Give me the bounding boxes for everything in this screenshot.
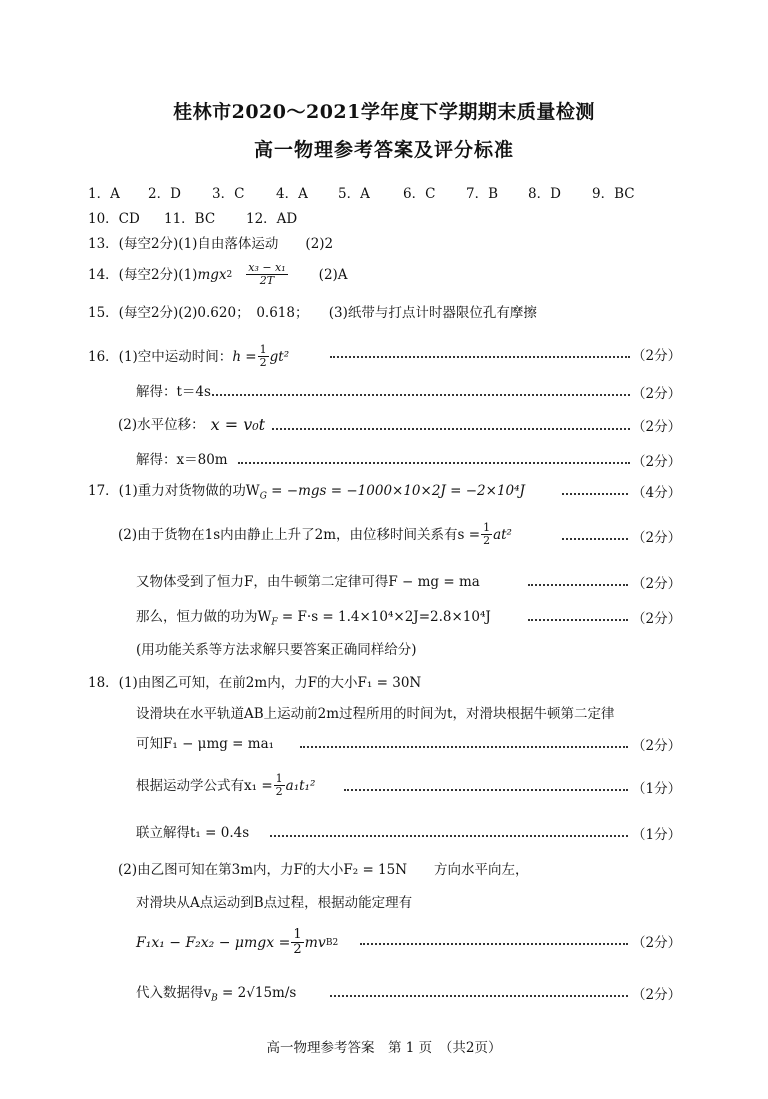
q17-l2-fraction (481, 522, 492, 547)
q16-l1-score: （2分） (632, 348, 682, 364)
q16-l1-expr: h = (232, 348, 257, 365)
leader-dots (528, 619, 628, 621)
q14-sub: 2 (226, 269, 233, 280)
q14-fraction (246, 262, 287, 287)
q18-line2: 设滑块在水平轨道AB上运动前2m过程所用的时间为t，对滑块根据牛顿第二定律 (136, 706, 615, 722)
q17-l1-text: 17．(1)重力对货物做的功W (88, 483, 260, 499)
q16-l1-frac-den: 2 (259, 356, 267, 369)
leader-dots (270, 835, 628, 837)
q14-part2: (2)A (318, 266, 348, 283)
mc-answer-4: 4．A (276, 186, 308, 202)
q18-l4-frac-num: 1 (275, 772, 283, 785)
q17-note: (用功能关系等方法求解只要答案正确同样给分) (136, 642, 417, 658)
leader-dots (562, 493, 628, 495)
mc-answer-1: 1．A (88, 186, 120, 202)
mc-answer-3: 3．C (212, 186, 245, 202)
q18-l8-fraction (291, 928, 303, 957)
q14-frac-num: x₃ − x₁ (248, 261, 286, 274)
q17-l4-sub: F (271, 617, 278, 628)
q18-line3: 可知F₁ − μmg = ma₁ (136, 736, 275, 752)
q18-l9-expr: = 2√15m/s (217, 985, 297, 1001)
leader-dots (360, 943, 628, 945)
q18-line4 (136, 773, 315, 798)
mc-answer-12: 12．AD (246, 211, 298, 227)
q14-line (88, 262, 348, 287)
mc-answer-7: 7．B (466, 186, 499, 202)
q18-line1: 18．(1)由图乙可知，在前2m内，力F的大小F₁ = 30N (88, 675, 422, 691)
leader-dots (272, 428, 630, 430)
q17-l4-score: （2分） (632, 611, 682, 627)
leader-dots (528, 584, 628, 586)
q16-l4-score: （2分） (632, 454, 682, 470)
q17-l4-expr: = F·s = 1.4×10⁴×2J=2.8×10⁴J (277, 609, 491, 625)
document-subtitle: 高一物理参考答案及评分标准 (253, 139, 514, 161)
leader-dots (330, 356, 630, 358)
q16-l3-score: （2分） (632, 419, 682, 435)
leader-dots (344, 789, 628, 791)
q18-l3-score: （2分） (632, 738, 682, 754)
q16-l1-frac-num: 1 (259, 343, 267, 356)
mc-answer-5: 5．A (338, 186, 370, 202)
document-title: 桂林市2020～2021学年度下学期期末质量检测 (173, 101, 595, 123)
q18-l4-fraction (274, 773, 285, 798)
q16-line1 (88, 344, 289, 369)
q18-l8-score: （2分） (632, 935, 682, 951)
mc-answer-6: 6．C (403, 186, 436, 202)
q16-l3-label: (2)水平位移： (118, 417, 205, 433)
q17-line2 (118, 522, 512, 547)
q15-line: 15．(每空2分)(2)0.620； 0.618； (3)纸带与打点计时器限位孔有摩擦 (88, 305, 537, 321)
q16-l1-label: 16．(1)空中运动时间： (88, 348, 233, 365)
q18-line9 (136, 983, 296, 1009)
q14-prefix: 14．(每空2分)(1) (88, 266, 198, 283)
q17-line4 (136, 607, 491, 633)
q18-line8 (136, 928, 338, 957)
leader-dots (330, 995, 628, 997)
leader-dots (238, 462, 630, 464)
q17-l1-sub: G (259, 491, 267, 502)
q17-l2-expr-post: at² (493, 526, 512, 543)
leader-dots (300, 746, 628, 748)
q13-line: 13．(每空2分)(1)自由落体运动 (2)2 (88, 236, 334, 252)
q18-l4-score: （1分） (632, 781, 682, 797)
q16-l1-fraction (258, 344, 269, 369)
q18-l4-frac-den: 2 (275, 785, 283, 798)
q18-l5-score: （1分） (632, 827, 682, 843)
q14-expr: mgx (197, 266, 227, 283)
q17-l2-frac-den: 2 (483, 534, 491, 547)
mc-answer-10: 10．CD (88, 211, 140, 227)
q16-line3 (118, 415, 265, 435)
q18-l8-frac-num: 1 (293, 927, 302, 942)
q16-line2: 解得：t＝4s (136, 384, 211, 400)
q17-l1-expr: = −mgs = −1000×10×2J = −2×10⁴J (266, 483, 525, 499)
leader-dots (212, 394, 630, 396)
q17-l2-frac-num: 1 (483, 521, 491, 534)
q17-line3: 又物体受到了恒力F，由牛顿第二定律可得F − mg = ma (136, 574, 480, 590)
q18-l9-score: （2分） (632, 987, 682, 1003)
q16-line4: 解得：x＝80m (136, 452, 228, 468)
mc-answer-8: 8．D (528, 186, 561, 202)
q18-line7: 对滑块从A点运动到B点过程，根据动能定理有 (136, 895, 413, 911)
q17-l2-text: (2)由于货物在1s内由静止上升了2m，由位移时间关系有s = (118, 526, 481, 543)
q17-l1-score: （4分） (632, 485, 682, 501)
mc-answer-2: 2．D (148, 186, 181, 202)
page-footer: 高一物理参考答案 第 1 页 （共2页） (266, 1040, 502, 1056)
q16-l3-expr: x = v₀t (210, 415, 266, 434)
q16-l1-expr-post: gt² (269, 348, 290, 365)
q18-line6: (2)由乙图可知在第3m内，力F的大小F₂ = 15N 方向水平向左， (118, 862, 529, 878)
q18-l8-sup: 2 (332, 937, 339, 948)
q18-line5: 联立解得t₁ = 0.4s (136, 825, 250, 841)
q18-l4-text: 根据运动学公式有x₁ = (136, 777, 273, 794)
q17-line1 (88, 481, 525, 507)
q18-l9-text: 代入数据得v (136, 985, 212, 1001)
q16-l2-score: （2分） (632, 386, 682, 402)
q18-l8-expr-post: mv (304, 934, 326, 951)
q18-l4-expr-post: a₁t₁² (285, 777, 316, 794)
q18-l8-frac-den: 2 (293, 942, 302, 957)
q18-l8-expr: F₁x₁ − F₂x₂ − μmgx = (136, 934, 291, 951)
q17-l4-text: 那么，恒力做的功为W (136, 609, 272, 625)
q14-frac-den: 2T (259, 274, 275, 287)
mc-answer-9: 9．BC (592, 186, 635, 202)
q17-l3-score: （2分） (632, 576, 682, 592)
q18-l8-sub: B (325, 937, 333, 948)
mc-answer-11: 11．BC (164, 211, 216, 227)
q17-l2-score: （2分） (632, 530, 682, 546)
q18-l9-sub: B (211, 993, 218, 1004)
leader-dots (562, 538, 628, 540)
